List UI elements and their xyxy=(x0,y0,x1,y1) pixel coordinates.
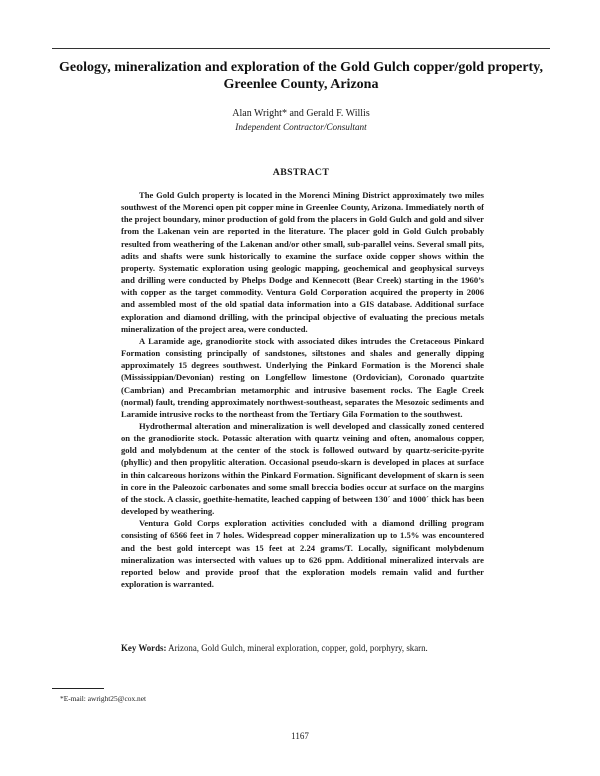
paper-title: Geology, mineralization and exploration of the Gold Gulch copper/gold property, Greenlee County, Arizona xyxy=(59,60,543,92)
header-rule xyxy=(52,48,550,49)
footnote-rule xyxy=(52,688,104,689)
page-number: 1167 xyxy=(291,731,309,741)
abstract-body xyxy=(121,189,484,590)
abstract-paragraph: Ventura Gold Corps exploration activities concluded with a diamond drilling program consisting of 6566 feet in 7 holes. Widespread copper mineralization up to 1.5% was encountered and the best gold intercept was 15 feet at 2.24 grams/T. Locally, significant molybdenum mineralization was intersected with values up to 626 ppm. Additional mineralized intervals are reported below and provide proof that the exploration models remain valid and further exploration is warranted. xyxy=(121,518,484,589)
author-list: Alan Wright* and Gerald F. Willis xyxy=(232,108,370,119)
keywords xyxy=(121,642,484,654)
abstract-paragraph: The Gold Gulch property is located in the Morenci Mining District approximately two miles southwest of the Morenci open pit copper mine in Greenlee County, Arizona. Immediately north of the project boundary, minor production of gold from the placers in Gold Gulch and gold and silver from the Lakenan vein are reported in the literature. The placer gold in Gold Gulch probably resulted from weathering of the Lakenan and/or other small, sub-parallel veins. Several small pits, adits and shafts were sunk historically to examine the surface oxide copper shows within the property. Systematic exploration using geologic mapping, geochemical and geophysical surveys and drilling were conducted by Phelps Dodge and Kennecott (Bear Creek) starting in the 1960’s with copper as the target commodity. Ventura Gold Corporation acquired the property in 2006 and assembled most of the old spatial data information into a GIS database. Additional surface exploration and diamond drilling, with the principal objective of evaluating the precious metals mineralization of the project area, were conducted. xyxy=(121,190,484,334)
keywords-label: Key Words: xyxy=(121,643,167,653)
footnote-email: *E-mail: awright25@cox.net xyxy=(60,694,147,703)
keywords-text: Arizona, Gold Gulch, mineral exploration, copper, gold, porphyry, skarn. xyxy=(166,643,428,653)
abstract-paragraph: Hydrothermal alteration and mineralization is well developed and classically zoned centered on the granodiorite stock. Potassic alteration with quartz veining and often, anomalous copper, gold and molybdenum at the center of the stock is followed outward by quartz-sericite-pyrite (phyllic) and then propylitic alteration. Occasional pseudo-skarn is developed in places at surface in thin calcareous horizons within the Pinkard Formation. Significant development of skarn is seen in core in the Paleozoic carbonates and some small breccia bodies occur at surface on the margins of the stock. A classic, goethite-hematite, leached capping of between 130´ and 1000´ thick has been developed by weathering. xyxy=(121,420,484,517)
author-affiliation: Independent Contractor/Consultant xyxy=(235,122,367,132)
abstract-paragraph: A Laramide age, granodiorite stock with associated dikes intrudes the Cretaceous Pinkard Formation consisting principally of sandstones, siltstones and shales and generally dipping approximately 15 degrees southwest. Underlying the Pinkard Formation is the Morenci shale (Mississippian/Devonian) resting on Longfellow limestone (Ordovician), Coronado quartzite (Cambrian) and Precambrian metamorphic and intrusive basement rocks. The Eagle Creek (normal) fault, trending approximately northwest-southeast, separates the Mesozoic sediments and Laramide intrusive rocks to the northeast from the Tertiary Gila Formation to the southwest. xyxy=(121,335,484,419)
abstract-heading: ABSTRACT xyxy=(272,167,330,178)
